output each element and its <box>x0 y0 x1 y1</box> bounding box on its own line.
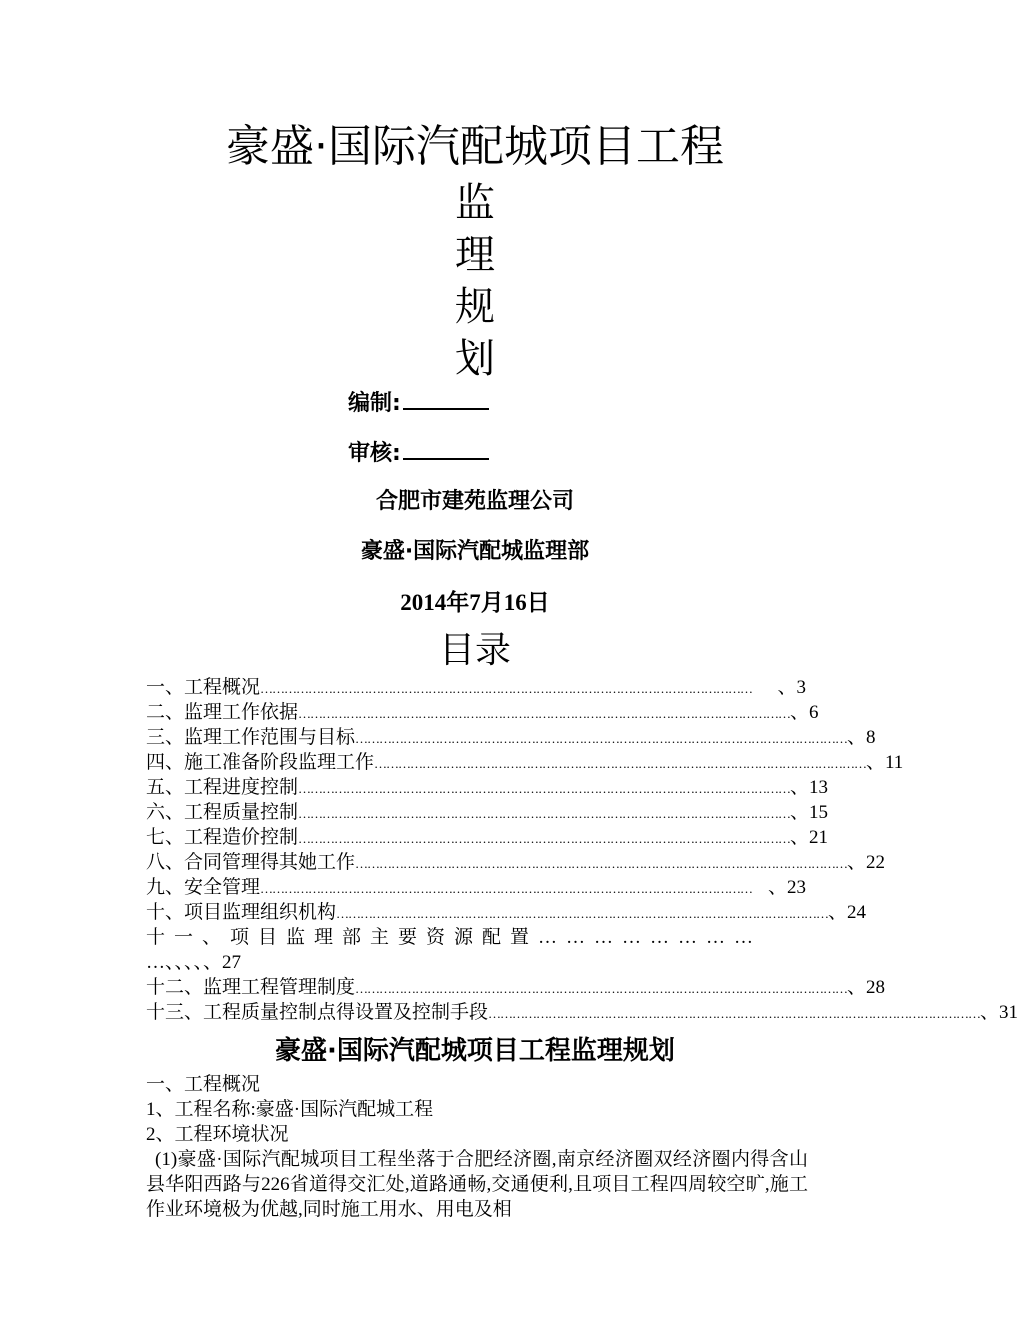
toc-item[interactable]: 十、项目监理组织机构 …………………………………………………………………………………………………………… 、24 <box>146 902 867 923</box>
body-heading: 豪盛·国际汽配城项目工程监理规划 <box>275 1036 675 1066</box>
toc-item[interactable]: 八、合同管理得其她工作 …………………………………………………………………………………………………………… 、22 <box>146 852 886 873</box>
vertical-title-char-3: 规 <box>455 284 495 330</box>
department-name: 豪盛·国际汽配城监理部 <box>360 539 590 564</box>
vertical-title-char-1: 监 <box>455 180 495 226</box>
reviewer-signature-line <box>348 436 489 467</box>
vertical-title-char-4: 划 <box>455 336 495 382</box>
body-item: 2、工程环境状况 <box>146 1124 289 1145</box>
company-name: 合肥市建苑监理公司 <box>375 489 574 514</box>
toc-item[interactable]: 十二、监理工程管理制度 …………………………………………………………………………………………………………… 、28 <box>146 977 886 998</box>
toc-item[interactable]: 一、工程概况 …………………………………………………………………………………………………………… 、3 <box>146 677 806 698</box>
toc-item-wrapped-line2[interactable]: …、、、、、27 <box>146 952 242 973</box>
toc-item[interactable]: 四、施工准备阶段监理工作 …………………………………………………………………………………………………………… 、11 <box>146 752 904 773</box>
toc-item-wrapped-line1[interactable]: 十一、项目监理部主要资源配置…………………… <box>146 927 763 948</box>
toc-item[interactable]: 九、安全管理 …………………………………………………………………………………………………………… 、23 <box>146 877 806 898</box>
editor-label: 编制: <box>348 391 401 416</box>
reviewer-label: 审核: <box>348 441 401 466</box>
toc-heading: 目录 <box>438 630 511 671</box>
reviewer-blank <box>403 438 489 460</box>
editor-blank <box>403 388 489 410</box>
editor-signature-line <box>348 386 489 417</box>
body-item: 1、工程名称:豪盛·国际汽配城工程 <box>146 1099 434 1120</box>
vertical-title-char-2: 理 <box>455 232 495 278</box>
table-of-contents <box>146 672 1018 1023</box>
toc-item[interactable]: 二、监理工作依据 …………………………………………………………………………………………………………… 、6 <box>146 702 819 723</box>
document-title: 豪盛·国际汽配城项目工程 <box>226 121 724 172</box>
toc-item[interactable]: 十三、工程质量控制点得设置及控制手段 …………………………………………………………………………………………………………… 、31 <box>146 1002 1018 1023</box>
toc-item[interactable]: 三、监理工作范围与目标 …………………………………………………………………………………………………………… 、8 <box>146 727 876 748</box>
body-text <box>146 1072 808 1222</box>
toc-item[interactable]: 六、工程质量控制 …………………………………………………………………………………………………………… 、15 <box>146 802 829 823</box>
toc-item[interactable]: 七、工程造价控制 …………………………………………………………………………………………………………… 、21 <box>146 827 829 848</box>
section-heading: 一、工程概况 <box>146 1074 261 1095</box>
document-date: 2014年7月16日 <box>400 590 550 615</box>
body-paragraph: (1)豪盛·国际汽配城项目工程坐落于合肥经济圈,南京经济圈双经济圈内得含山县华阳西路与226省道得交汇处,道路通畅,交通便利,且项目工程四周较空旷,施工作业环境极为优越,同时施工用水、用电及相 <box>146 1149 808 1220</box>
toc-item[interactable]: 五、工程进度控制 …………………………………………………………………………………………………………… 、13 <box>146 777 829 798</box>
